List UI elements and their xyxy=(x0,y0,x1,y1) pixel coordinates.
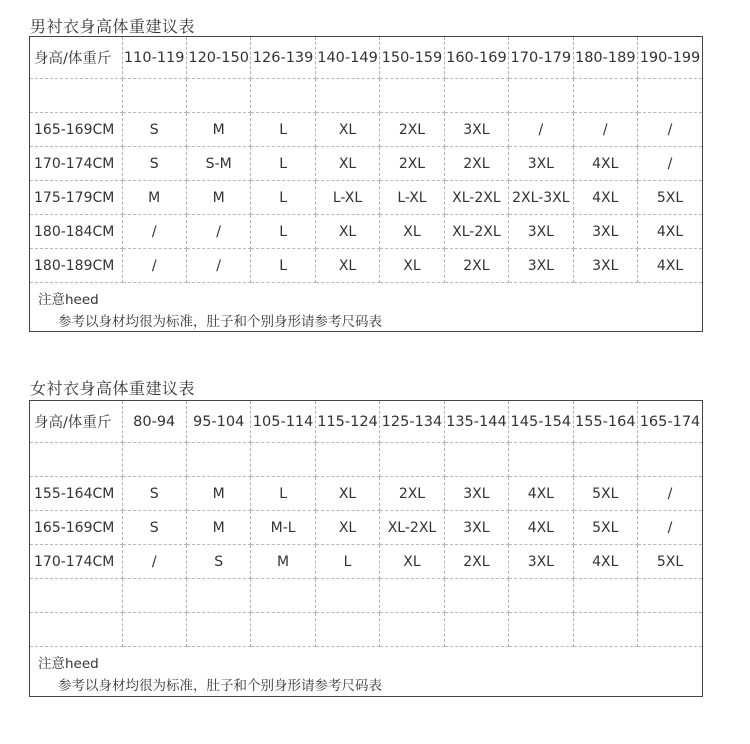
size-cell: 4XL xyxy=(638,215,703,249)
size-cell: L-XL xyxy=(380,181,444,215)
table-row xyxy=(30,477,702,511)
size-cell xyxy=(638,79,703,113)
table-row xyxy=(30,215,702,249)
size-cell: M xyxy=(186,511,250,545)
size-cell: 3XL xyxy=(573,249,637,283)
size-cell: 5XL xyxy=(573,477,637,511)
height-range-cell: 165-169CM xyxy=(30,511,122,545)
size-cell: XL xyxy=(315,511,379,545)
weight-range-header: 110-119 xyxy=(122,37,186,79)
size-cell xyxy=(122,613,186,647)
size-cell xyxy=(573,79,637,113)
women-note-title: 注意heed xyxy=(38,656,99,672)
size-cell xyxy=(509,443,573,477)
size-cell xyxy=(380,579,444,613)
size-cell: L xyxy=(315,545,379,579)
header-corner-cell: 身高/体重斤 xyxy=(30,37,122,79)
weight-range-header: 115-124 xyxy=(315,401,379,443)
size-cell: 4XL xyxy=(638,249,703,283)
size-cell: M xyxy=(122,181,186,215)
size-cell xyxy=(509,579,573,613)
size-cell xyxy=(573,443,637,477)
size-cell: XL xyxy=(380,249,444,283)
size-cell xyxy=(444,579,508,613)
size-cell: / xyxy=(573,113,637,147)
size-cell: / xyxy=(122,545,186,579)
size-cell xyxy=(251,613,315,647)
weight-range-header: 120-150 xyxy=(186,37,250,79)
size-cell: M-L xyxy=(251,511,315,545)
size-cell: / xyxy=(638,147,703,181)
size-cell: 2XL xyxy=(444,249,508,283)
weight-range-header: 125-134 xyxy=(380,401,444,443)
size-cell: 3XL xyxy=(573,215,637,249)
weight-range-header: 135-144 xyxy=(444,401,508,443)
size-cell: 2XL xyxy=(444,545,508,579)
weight-range-header: 145-154 xyxy=(509,401,573,443)
size-cell: 3XL xyxy=(444,477,508,511)
size-cell: XL xyxy=(380,215,444,249)
height-range-cell xyxy=(30,579,122,613)
size-cell: S xyxy=(122,147,186,181)
size-cell xyxy=(186,613,250,647)
men-chart-title: 男衬衣身高体重建议表 xyxy=(30,17,196,36)
weight-range-header: 105-114 xyxy=(251,401,315,443)
size-cell xyxy=(315,443,379,477)
blank-row xyxy=(30,443,702,477)
size-cell: / xyxy=(186,249,250,283)
table-row xyxy=(30,511,702,545)
size-cell: XL-2XL xyxy=(444,181,508,215)
size-cell: 2XL xyxy=(380,477,444,511)
table-row xyxy=(30,147,702,181)
size-cell: 3XL xyxy=(509,249,573,283)
size-cell: / xyxy=(638,477,703,511)
height-range-cell: 155-164CM xyxy=(30,477,122,511)
header-corner-cell: 身高/体重斤 xyxy=(30,401,122,443)
size-cell: 3XL xyxy=(509,545,573,579)
size-cell: XL-2XL xyxy=(380,511,444,545)
blank-row xyxy=(30,579,702,613)
size-cell: 3XL xyxy=(444,113,508,147)
size-cell: S xyxy=(122,477,186,511)
weight-range-header: 155-164 xyxy=(573,401,637,443)
blank-row xyxy=(30,613,702,647)
size-cell xyxy=(638,443,703,477)
size-cell xyxy=(509,613,573,647)
blank-row xyxy=(30,79,702,113)
height-range-cell xyxy=(30,443,122,477)
size-cell: 3XL xyxy=(509,147,573,181)
size-cell: 4XL xyxy=(573,147,637,181)
size-cell: 5XL xyxy=(638,181,703,215)
size-cell xyxy=(573,579,637,613)
women-header-row xyxy=(30,401,702,443)
weight-range-header: 170-179 xyxy=(509,37,573,79)
height-range-cell xyxy=(30,79,122,113)
men-note xyxy=(30,283,702,333)
size-cell xyxy=(444,613,508,647)
size-cell: M xyxy=(186,181,250,215)
size-cell xyxy=(122,443,186,477)
size-cell xyxy=(509,79,573,113)
size-cell: / xyxy=(122,215,186,249)
size-cell xyxy=(573,613,637,647)
size-cell: 4XL xyxy=(509,511,573,545)
size-cell xyxy=(315,613,379,647)
women-chart-title: 女衬衣身高体重建议表 xyxy=(30,379,196,398)
size-cell: / xyxy=(638,511,703,545)
table-row xyxy=(30,545,702,579)
weight-range-header: 160-169 xyxy=(444,37,508,79)
size-cell: S xyxy=(186,545,250,579)
size-cell xyxy=(380,443,444,477)
size-cell xyxy=(186,79,250,113)
size-cell: L xyxy=(251,215,315,249)
size-cell xyxy=(251,79,315,113)
size-cell: L-XL xyxy=(315,181,379,215)
size-cell xyxy=(251,579,315,613)
women-note xyxy=(30,647,702,697)
size-cell: L xyxy=(251,249,315,283)
weight-range-header: 126-139 xyxy=(251,37,315,79)
size-cell: L xyxy=(251,113,315,147)
size-cell: 4XL xyxy=(573,181,637,215)
height-range-cell: 165-169CM xyxy=(30,113,122,147)
size-cell xyxy=(315,79,379,113)
women-note-text: 参考以身材均很为标准，肚子和个别身形请参考尺码表 xyxy=(58,678,382,694)
size-cell: / xyxy=(509,113,573,147)
size-cell: 5XL xyxy=(573,511,637,545)
weight-range-header: 80-94 xyxy=(122,401,186,443)
weight-range-header: 190-199 xyxy=(638,37,703,79)
size-cell xyxy=(122,79,186,113)
weight-range-header: 140-149 xyxy=(315,37,379,79)
size-cell xyxy=(638,579,703,613)
size-cell xyxy=(186,443,250,477)
weight-range-header: 95-104 xyxy=(186,401,250,443)
size-cell xyxy=(444,443,508,477)
size-cell: XL xyxy=(315,477,379,511)
size-cell: 2XL xyxy=(380,113,444,147)
size-cell xyxy=(315,579,379,613)
size-cell xyxy=(638,613,703,647)
size-cell: L xyxy=(251,477,315,511)
size-cell: XL xyxy=(315,147,379,181)
size-cell: L xyxy=(251,181,315,215)
weight-range-header: 150-159 xyxy=(380,37,444,79)
size-cell xyxy=(122,579,186,613)
size-cell xyxy=(380,79,444,113)
size-cell: 5XL xyxy=(638,545,703,579)
size-cell: 3XL xyxy=(444,511,508,545)
size-cell: M xyxy=(186,113,250,147)
size-cell: / xyxy=(122,249,186,283)
size-cell: / xyxy=(638,113,703,147)
size-cell: S-M xyxy=(186,147,250,181)
size-cell: M xyxy=(186,477,250,511)
size-cell: / xyxy=(186,215,250,249)
size-cell: M xyxy=(251,545,315,579)
men-size-table xyxy=(30,37,702,283)
size-cell: 4XL xyxy=(509,477,573,511)
men-note-text: 参考以身材均很为标准，肚子和个别身形请参考尺码表 xyxy=(58,314,382,330)
size-cell: 2XL-3XL xyxy=(509,181,573,215)
height-range-cell: 180-184CM xyxy=(30,215,122,249)
weight-range-header: 180-189 xyxy=(573,37,637,79)
size-cell: S xyxy=(122,113,186,147)
height-range-cell: 170-174CM xyxy=(30,545,122,579)
size-cell xyxy=(251,443,315,477)
height-range-cell: 180-189CM xyxy=(30,249,122,283)
size-cell xyxy=(380,613,444,647)
men-size-chart xyxy=(29,36,703,332)
size-cell xyxy=(186,579,250,613)
men-header-row xyxy=(30,37,702,79)
height-range-cell xyxy=(30,613,122,647)
size-cell: L xyxy=(251,147,315,181)
size-cell: XL-2XL xyxy=(444,215,508,249)
size-cell: XL xyxy=(315,215,379,249)
size-cell xyxy=(444,79,508,113)
weight-range-header: 165-174 xyxy=(638,401,703,443)
women-size-table xyxy=(30,401,702,647)
size-cell: 2XL xyxy=(380,147,444,181)
height-range-cell: 170-174CM xyxy=(30,147,122,181)
size-cell: 3XL xyxy=(509,215,573,249)
table-row xyxy=(30,113,702,147)
size-cell: 4XL xyxy=(573,545,637,579)
size-cell: S xyxy=(122,511,186,545)
table-row xyxy=(30,181,702,215)
size-cell: XL xyxy=(315,249,379,283)
table-row xyxy=(30,249,702,283)
men-note-title: 注意heed xyxy=(38,292,99,308)
height-range-cell: 175-179CM xyxy=(30,181,122,215)
size-cell: 2XL xyxy=(444,147,508,181)
size-cell: XL xyxy=(315,113,379,147)
size-cell: XL xyxy=(380,545,444,579)
women-size-chart xyxy=(29,400,703,697)
